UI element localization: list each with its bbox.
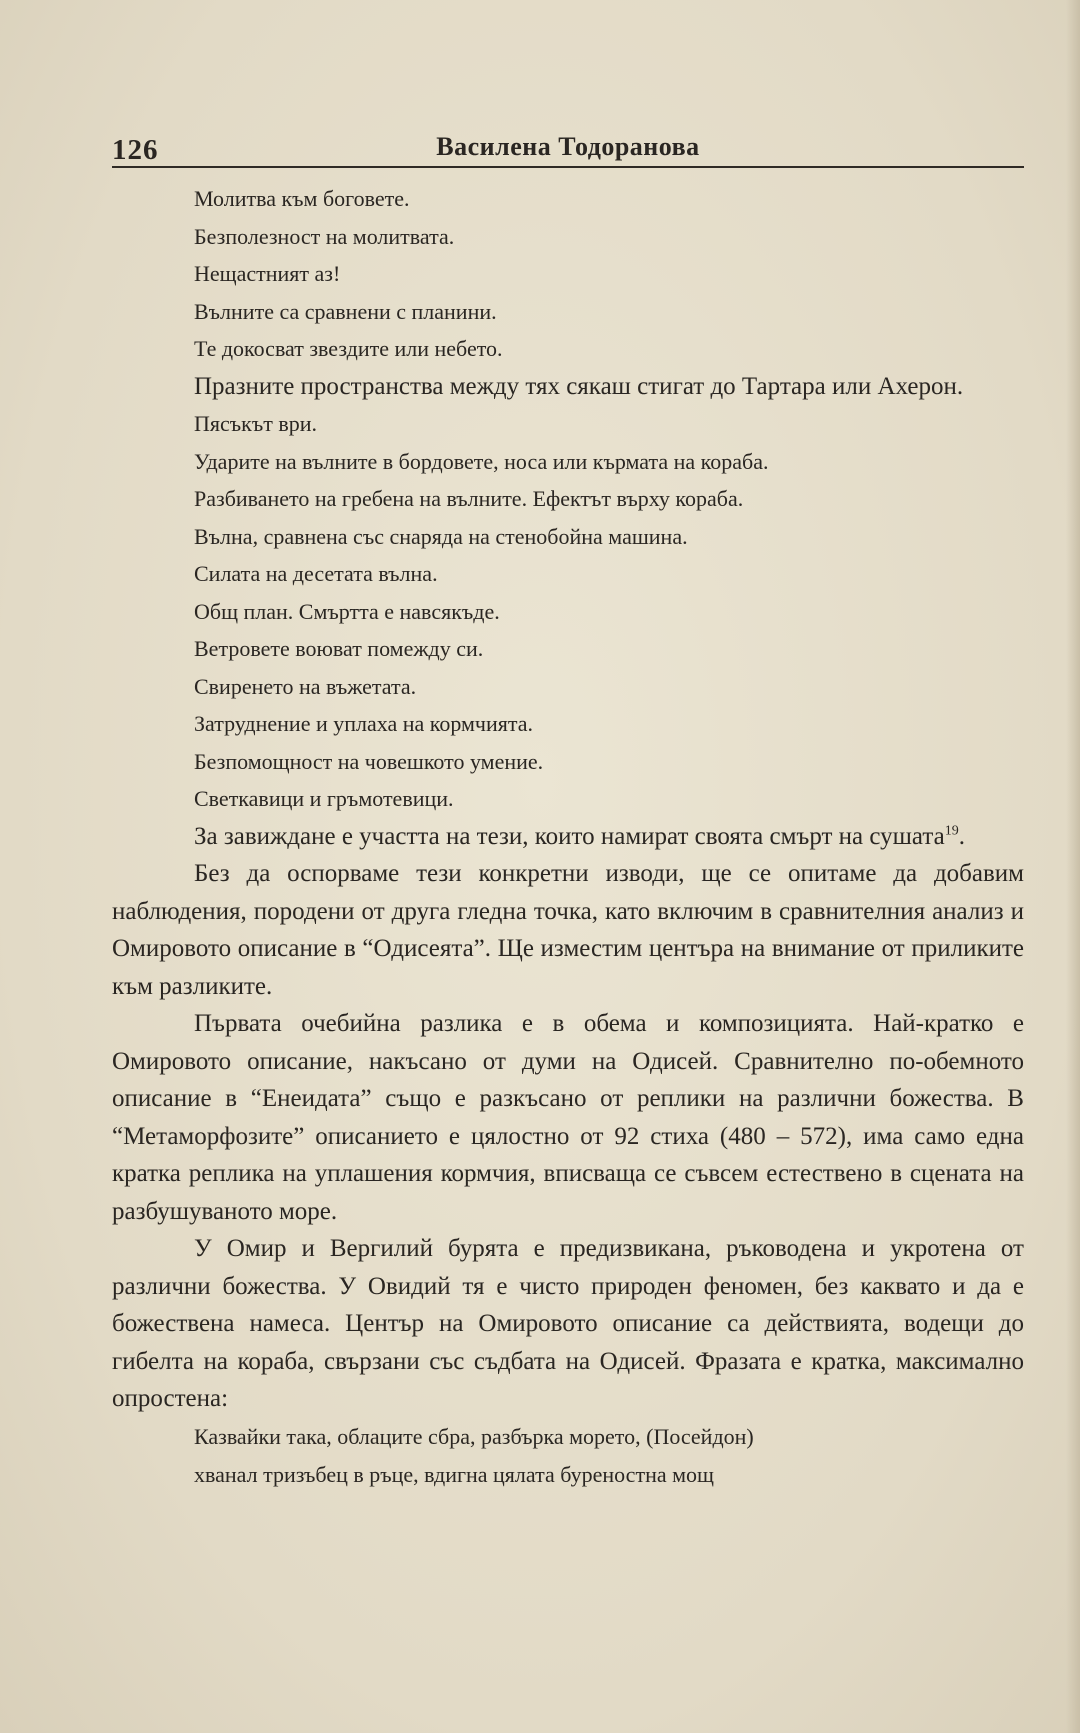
list-item: Разбиването на гребена на вълните. Ефектът върху кораба. (194, 486, 744, 511)
list-item: Вълна, сравнена със снаряда на стенобойна машина. (194, 523, 688, 549)
paragraph-tartarus: Празните пространства между тях сякаш стигат до Тартара или Ахерон. (194, 372, 964, 400)
paragraph-volume: Първата очебийна разлика е в обема и композицията. Най-кратко е Омировото описание, накъсано от думи на Одисей. Сравнително по-обемното описание в “Енеидата” също е разкъсано от реплики на различни божества. В “Метаморфозите” описанието е цялостно от 92 стиха (480 – 572), има само една кратка реплика на уплашения кормчия, вписваща се съвсем естествено в сцената на разбушуваното море. (112, 1010, 1024, 1225)
paragraph-odyssey: Без да оспорваме тези конкретни изводи, ще се опитаме да добавим наблюдения, породени от друга гледна точка, като включим в сравнителния анализ и Омировото описание в “Одисеята”. Ще изместим центъра на внимание от приликите към разликите. (112, 860, 1024, 1000)
quote-line: хванал тризъбец в ръце, вдигна цялата буреностна мощ (194, 1461, 714, 1487)
page-header (112, 130, 1024, 168)
list-item: Ударите на вълните в бордовете, носа или кърмата на кораба. (194, 448, 769, 474)
list-item: Вълните са сравнени с планини. (194, 298, 497, 324)
list-item: Безполезност на молитвата. (194, 223, 455, 249)
list-item: Ветровете воюват помежду си. (194, 636, 484, 661)
running-head-author: Василена Тодоранова (436, 132, 700, 161)
footnote-marker: 19 (944, 823, 959, 839)
body-text (112, 180, 1024, 1494)
quote-line: Казвайки така, облаците сбра, разбърка морето, (Посейдон) (194, 1423, 754, 1449)
list-item: Те докосват звездите или небето. (194, 336, 503, 361)
paragraph-gods: У Омир и Вергилий бурята е предизвикана, ръководена и укротена от различни божества. У Овидий тя е чисто природен феномен, без каквато и да е божествена намеса. Център на Омировото описание са действията, водещи до гибелта на кораба, свързани със съдбата на Одисей. Фразата е кратка, максимално опростена: (112, 1235, 1024, 1412)
list-item: Затруднение и уплаха на кормчията. (194, 711, 534, 736)
list-item: Общ план. Смъртта е навсякъде. (194, 598, 500, 624)
list-item: Пясъкът ври. (194, 411, 317, 436)
list-item: Безпомощност на човешкото умение. (194, 748, 544, 774)
list-item: Молитва към боговете. (194, 186, 410, 211)
paragraph-envy-end: . (958, 822, 965, 850)
page-edge-shadow (1066, 0, 1080, 1733)
paragraph-envy-text: За завиждане е участта на тези, които намират своята смърт на сушата (194, 822, 945, 850)
list-item: Силата на десетата вълна. (194, 561, 438, 586)
page-number: 126 (112, 134, 159, 166)
list-item: Нещастният аз! (194, 261, 341, 286)
list-item: Свиренето на въжетата. (194, 673, 417, 699)
paragraph-envy (112, 818, 1024, 856)
list-item: Светкавици и гръмотевици. (194, 786, 454, 811)
